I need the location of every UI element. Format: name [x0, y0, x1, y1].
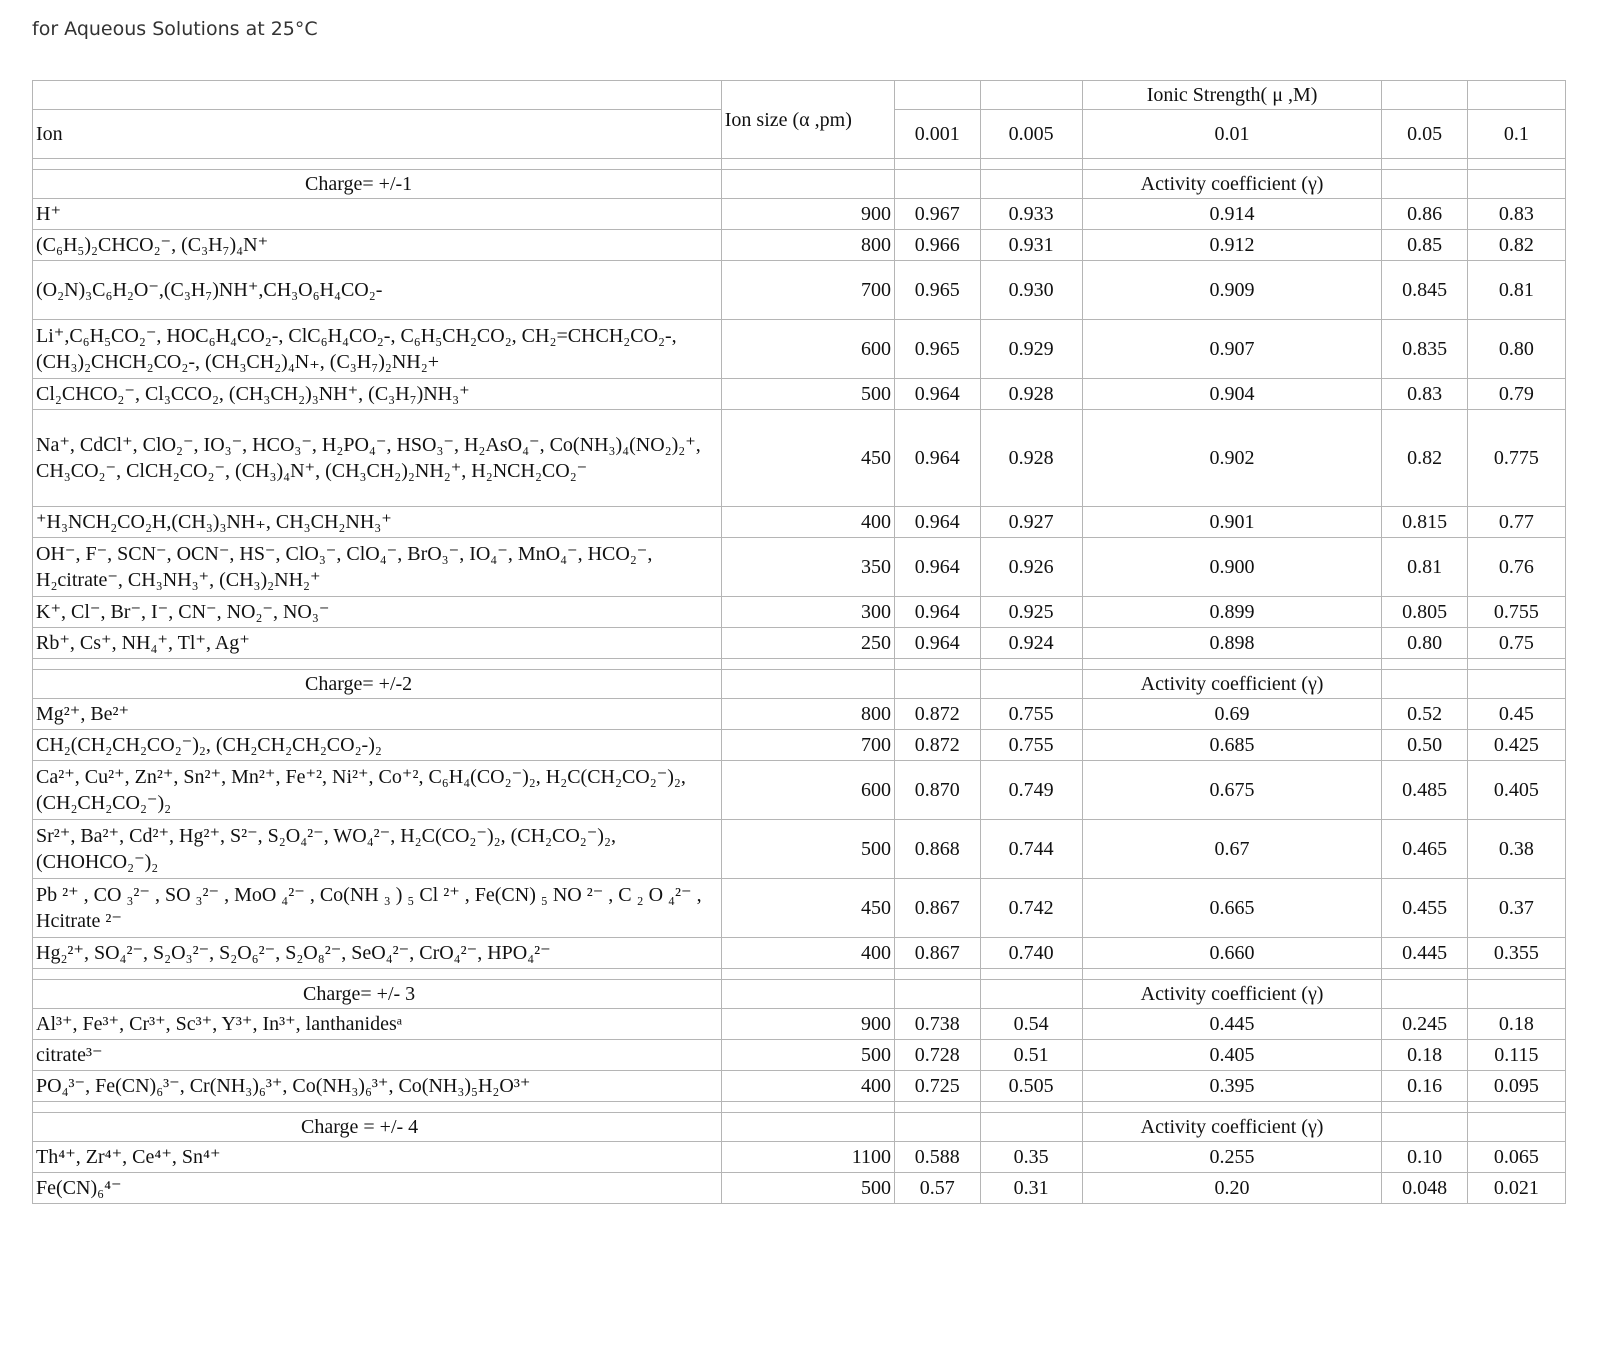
activity-value-cell: 0.927	[980, 507, 1082, 538]
ion-size-cell: 500	[721, 820, 894, 879]
activity-value-cell: 0.912	[1082, 230, 1382, 261]
ion-size-cell: 500	[721, 1173, 894, 1204]
activity-value-cell: 0.395	[1082, 1071, 1382, 1102]
table-caption: for Aqueous Solutions at 25°C	[32, 18, 318, 40]
table-row	[33, 938, 1566, 969]
ion-list-cell: OH⁻, F⁻, SCN⁻, OCN⁻, HS⁻, ClO₃⁻, ClO₄⁻, BrO₃⁻, IO₄⁻, MnO₄⁻, HCO₂⁻, H₂citrate⁻, CH₃NH₃⁺, (CH₃)₂NH₂⁺	[33, 538, 722, 597]
activity-value-cell: 0.245	[1382, 1009, 1468, 1040]
table-row	[33, 507, 1566, 538]
ion-list-cell: Th⁴⁺, Zr⁴⁺, Ce⁴⁺, Sn⁴⁺	[33, 1142, 722, 1173]
table-row	[33, 538, 1566, 597]
activity-value-cell: 0.870	[894, 761, 980, 820]
activity-value-cell: 0.835	[1382, 320, 1468, 379]
activity-coefficient-table	[32, 80, 1566, 1204]
activity-value-cell: 0.82	[1467, 230, 1565, 261]
charge-label: Charge= +/- 3	[33, 980, 722, 1009]
activity-value-cell: 0.755	[980, 699, 1082, 730]
ion-list-cell: Mg²⁺, Be²⁺	[33, 699, 722, 730]
ion-size-cell: 250	[721, 628, 894, 659]
activity-value-cell: 0.18	[1382, 1040, 1468, 1071]
activity-value-cell: 0.901	[1082, 507, 1382, 538]
ion-list-cell: Na⁺, CdCl⁺, ClO₂⁻, IO₃⁻, HCO₃⁻, H₂PO₄⁻, HSO₃⁻, H₂AsO₄⁻, Co(NH₃)₄(NO₂)₂⁺, CH₃CO₂⁻, ClCH₂CO₂⁻, (CH₃)₄N⁺, (CH₃CH₂)₂NH₂⁺, H₂NCH₂CO₂⁻	[33, 410, 722, 507]
table-row	[33, 1142, 1566, 1173]
activity-value-cell: 0.50	[1382, 730, 1468, 761]
charge-group-header	[33, 670, 1566, 699]
activity-value-cell: 0.675	[1082, 761, 1382, 820]
group-separator	[33, 969, 1566, 980]
strength-header: 0.005	[980, 110, 1082, 159]
ion-list-cell: H⁺	[33, 199, 722, 230]
activity-value-cell: 0.405	[1467, 761, 1565, 820]
activity-value-cell: 0.964	[894, 410, 980, 507]
charge-group-header	[33, 170, 1566, 199]
table-row	[33, 699, 1566, 730]
activity-value-cell: 0.929	[980, 320, 1082, 379]
activity-value-cell: 0.928	[980, 379, 1082, 410]
activity-value-cell: 0.900	[1082, 538, 1382, 597]
activity-value-cell: 0.455	[1382, 879, 1468, 938]
ion-list-cell: K⁺, Cl⁻, Br⁻, I⁻, CN⁻, NO₂⁻, NO₃⁻	[33, 597, 722, 628]
activity-value-cell: 0.931	[980, 230, 1082, 261]
activity-value-cell: 0.021	[1467, 1173, 1565, 1204]
charge-group-header	[33, 980, 1566, 1009]
activity-value-cell: 0.872	[894, 699, 980, 730]
ion-size-cell: 700	[721, 730, 894, 761]
ion-list-cell: Fe(CN)₆⁴⁻	[33, 1173, 722, 1204]
activity-value-cell: 0.465	[1382, 820, 1468, 879]
activity-value-cell: 0.405	[1082, 1040, 1382, 1071]
activity-value-cell: 0.83	[1467, 199, 1565, 230]
activity-value-cell: 0.80	[1467, 320, 1565, 379]
ion-size-cell: 700	[721, 261, 894, 320]
activity-value-cell: 0.815	[1382, 507, 1468, 538]
activity-value-cell: 0.964	[894, 628, 980, 659]
activity-value-cell: 0.933	[980, 199, 1082, 230]
table-row	[33, 761, 1566, 820]
ion-list-cell: citrate³⁻	[33, 1040, 722, 1071]
activity-value-cell: 0.75	[1467, 628, 1565, 659]
ion-size-cell: 900	[721, 1009, 894, 1040]
charge-label: Charge = +/- 4	[33, 1113, 722, 1142]
activity-value-cell: 0.51	[980, 1040, 1082, 1071]
activity-value-cell: 0.81	[1382, 538, 1468, 597]
activity-value-cell: 0.81	[1467, 261, 1565, 320]
ion-size-cell: 450	[721, 410, 894, 507]
activity-value-cell: 0.52	[1382, 699, 1468, 730]
activity-value-cell: 0.964	[894, 597, 980, 628]
ionic-strength-header: Ionic Strength( μ ,M)	[1082, 81, 1382, 110]
ion-list-cell: Cl₂CHCO₂⁻, Cl₃CCO₂, (CH₃CH₂)₃NH⁺, (C₃H₇)NH₃⁺	[33, 379, 722, 410]
activity-value-cell: 0.505	[980, 1071, 1082, 1102]
strength-header: 0.01	[1082, 110, 1382, 159]
ion-size-cell: 600	[721, 320, 894, 379]
ion-list-cell: Rb⁺, Cs⁺, NH₄⁺, Tl⁺, Ag⁺	[33, 628, 722, 659]
activity-value-cell: 0.86	[1382, 199, 1468, 230]
ion-list-cell: Hg₂²⁺, SO₄²⁻, S₂O₃²⁻, S₂O₆²⁻, S₂O₈²⁻, SeO₄²⁻, CrO₄²⁻, HPO₄²⁻	[33, 938, 722, 969]
ion-size-cell: 400	[721, 1071, 894, 1102]
ion-size-cell: 800	[721, 699, 894, 730]
activity-value-cell: 0.85	[1382, 230, 1468, 261]
activity-value-cell: 0.845	[1382, 261, 1468, 320]
activity-value-cell: 0.805	[1382, 597, 1468, 628]
table-row	[33, 1040, 1566, 1071]
activity-value-cell: 0.740	[980, 938, 1082, 969]
ion-header: Ion	[33, 110, 722, 159]
activity-value-cell: 0.54	[980, 1009, 1082, 1040]
ion-size-cell: 600	[721, 761, 894, 820]
activity-value-cell: 0.867	[894, 879, 980, 938]
ion-size-cell: 500	[721, 379, 894, 410]
strength-header: 0.001	[894, 110, 980, 159]
charge-label: Charge= +/-2	[33, 670, 722, 699]
activity-value-cell: 0.904	[1082, 379, 1382, 410]
group-separator	[33, 1102, 1566, 1113]
activity-value-cell: 0.930	[980, 261, 1082, 320]
table-row	[33, 230, 1566, 261]
activity-value-cell: 0.755	[980, 730, 1082, 761]
activity-value-cell: 0.775	[1467, 410, 1565, 507]
strength-header: 0.1	[1467, 110, 1565, 159]
table-row	[33, 820, 1566, 879]
strength-header: 0.05	[1382, 110, 1468, 159]
activity-value-cell: 0.755	[1467, 597, 1565, 628]
ion-list-cell: PO₄³⁻, Fe(CN)₆³⁻, Cr(NH₃)₆³⁺, Co(NH₃)₆³⁺, Co(NH₃)₅H₂O³⁺	[33, 1071, 722, 1102]
table-row	[33, 879, 1566, 938]
activity-value-cell: 0.35	[980, 1142, 1082, 1173]
activity-value-cell: 0.928	[980, 410, 1082, 507]
activity-value-cell: 0.872	[894, 730, 980, 761]
activity-value-cell: 0.909	[1082, 261, 1382, 320]
activity-value-cell: 0.738	[894, 1009, 980, 1040]
table-row	[33, 320, 1566, 379]
ion-list-cell: (O₂N)₃C₆H₂O⁻,(C₃H₇)NH⁺,CH₃O₆H₄CO₂-	[33, 261, 722, 320]
activity-value-cell: 0.77	[1467, 507, 1565, 538]
ion-size-cell: 400	[721, 938, 894, 969]
table-row	[33, 730, 1566, 761]
activity-value-cell: 0.76	[1467, 538, 1565, 597]
table-row	[33, 1173, 1566, 1204]
table-row	[33, 379, 1566, 410]
activity-value-cell: 0.728	[894, 1040, 980, 1071]
activity-value-cell: 0.902	[1082, 410, 1382, 507]
table-row	[33, 410, 1566, 507]
activity-value-cell: 0.31	[980, 1173, 1082, 1204]
ion-list-cell: ⁺H₃NCH₂CO₂H,(CH₃)₃NH₊, CH₃CH₂NH₃⁺	[33, 507, 722, 538]
ion-size-header: Ion size (α ,pm)	[721, 81, 894, 159]
activity-value-cell: 0.907	[1082, 320, 1382, 379]
activity-value-cell: 0.964	[894, 379, 980, 410]
activity-value-cell: 0.445	[1382, 938, 1468, 969]
activity-value-cell: 0.964	[894, 538, 980, 597]
ion-list-cell: Sr²⁺, Ba²⁺, Cd²⁺, Hg²⁺, S²⁻, S₂O₄²⁻, WO₄²⁻, H₂C(CO₂⁻)₂, (CH₂CO₂⁻)₂, (CHOHCO₂⁻)₂	[33, 820, 722, 879]
ion-list-cell: CH₂(CH₂CH₂CO₂⁻)₂, (CH₂CH₂CH₂CO₂-)₂	[33, 730, 722, 761]
activity-value-cell: 0.18	[1467, 1009, 1565, 1040]
activity-value-cell: 0.048	[1382, 1173, 1468, 1204]
activity-value-cell: 0.898	[1082, 628, 1382, 659]
charge-label: Charge= +/-1	[33, 170, 722, 199]
activity-value-cell: 0.38	[1467, 820, 1565, 879]
ion-size-cell: 400	[721, 507, 894, 538]
activity-value-cell: 0.967	[894, 199, 980, 230]
table-row	[33, 199, 1566, 230]
activity-value-cell: 0.925	[980, 597, 1082, 628]
ion-size-cell: 300	[721, 597, 894, 628]
activity-value-cell: 0.095	[1467, 1071, 1565, 1102]
activity-value-cell: 0.065	[1467, 1142, 1565, 1173]
activity-value-cell: 0.20	[1082, 1173, 1382, 1204]
activity-value-cell: 0.964	[894, 507, 980, 538]
activity-value-cell: 0.868	[894, 820, 980, 879]
activity-coefficient-label: Activity coefficient (γ)	[1082, 670, 1382, 699]
ion-size-cell: 350	[721, 538, 894, 597]
activity-value-cell: 0.82	[1382, 410, 1468, 507]
activity-coefficient-label: Activity coefficient (γ)	[1082, 980, 1382, 1009]
activity-value-cell: 0.899	[1082, 597, 1382, 628]
activity-value-cell: 0.966	[894, 230, 980, 261]
activity-value-cell: 0.355	[1467, 938, 1565, 969]
activity-value-cell: 0.80	[1382, 628, 1468, 659]
ion-size-cell: 450	[721, 879, 894, 938]
ion-size-cell: 800	[721, 230, 894, 261]
group-separator	[33, 159, 1566, 170]
activity-value-cell: 0.685	[1082, 730, 1382, 761]
activity-value-cell: 0.749	[980, 761, 1082, 820]
table-row	[33, 261, 1566, 320]
ion-size-cell: 500	[721, 1040, 894, 1071]
activity-value-cell: 0.445	[1082, 1009, 1382, 1040]
activity-coefficient-label: Activity coefficient (γ)	[1082, 1113, 1382, 1142]
table-row	[33, 1071, 1566, 1102]
activity-value-cell: 0.10	[1382, 1142, 1468, 1173]
activity-value-cell: 0.665	[1082, 879, 1382, 938]
activity-value-cell: 0.83	[1382, 379, 1468, 410]
activity-value-cell: 0.867	[894, 938, 980, 969]
ion-list-cell: Pb ²⁺ , CO ₃²⁻ , SO ₃²⁻ , MoO ₄²⁻ , Co(NH ₃ ) ₅ Cl ²⁺ , Fe(CN) ₅ NO ²⁻ , C ₂ O ₄²⁻ , Hcitrate ²⁻	[33, 879, 722, 938]
ion-list-cell: Al³⁺, Fe³⁺, Cr³⁺, Sc³⁺, Y³⁺, In³⁺, lanthanidesᵃ	[33, 1009, 722, 1040]
activity-value-cell: 0.69	[1082, 699, 1382, 730]
activity-value-cell: 0.425	[1467, 730, 1565, 761]
activity-value-cell: 0.965	[894, 261, 980, 320]
ion-list-cell: Li⁺,C₆H₅CO₂⁻, HOC₆H₄CO₂-, ClC₆H₄CO₂-, C₆H₅CH₂CO₂, CH₂=CHCH₂CO₂-,(CH₃)₂CHCH₂CO₂-, (CH₃CH₂)₄N₊, (C₃H₇)₂NH₂+	[33, 320, 722, 379]
activity-value-cell: 0.744	[980, 820, 1082, 879]
activity-value-cell: 0.725	[894, 1071, 980, 1102]
activity-value-cell: 0.965	[894, 320, 980, 379]
activity-value-cell: 0.79	[1467, 379, 1565, 410]
ion-size-cell: 900	[721, 199, 894, 230]
charge-group-header	[33, 1113, 1566, 1142]
activity-value-cell: 0.926	[980, 538, 1082, 597]
activity-value-cell: 0.924	[980, 628, 1082, 659]
activity-value-cell: 0.37	[1467, 879, 1565, 938]
activity-value-cell: 0.67	[1082, 820, 1382, 879]
ion-list-cell: Ca²⁺, Cu²⁺, Zn²⁺, Sn²⁺, Mn²⁺, Fe⁺², Ni²⁺, Co⁺², C₆H₄(CO₂⁻)₂, H₂C(CH₂CO₂⁻)₂, (CH₂CH₂CO₂⁻)₂	[33, 761, 722, 820]
table-row	[33, 597, 1566, 628]
activity-value-cell: 0.485	[1382, 761, 1468, 820]
ion-size-cell: 1100	[721, 1142, 894, 1173]
activity-value-cell: 0.660	[1082, 938, 1382, 969]
ion-list-cell: (C₆H₅)₂CHCO₂⁻, (C₃H₇)₄N⁺	[33, 230, 722, 261]
table-row	[33, 1009, 1566, 1040]
header-row-1	[33, 81, 1566, 110]
activity-value-cell: 0.45	[1467, 699, 1565, 730]
activity-value-cell: 0.588	[894, 1142, 980, 1173]
activity-value-cell: 0.16	[1382, 1071, 1468, 1102]
activity-value-cell: 0.57	[894, 1173, 980, 1204]
activity-coefficient-label: Activity coefficient (γ)	[1082, 170, 1382, 199]
activity-value-cell: 0.914	[1082, 199, 1382, 230]
activity-value-cell: 0.742	[980, 879, 1082, 938]
activity-value-cell: 0.115	[1467, 1040, 1565, 1071]
table-row	[33, 628, 1566, 659]
activity-value-cell: 0.255	[1082, 1142, 1382, 1173]
group-separator	[33, 659, 1566, 670]
